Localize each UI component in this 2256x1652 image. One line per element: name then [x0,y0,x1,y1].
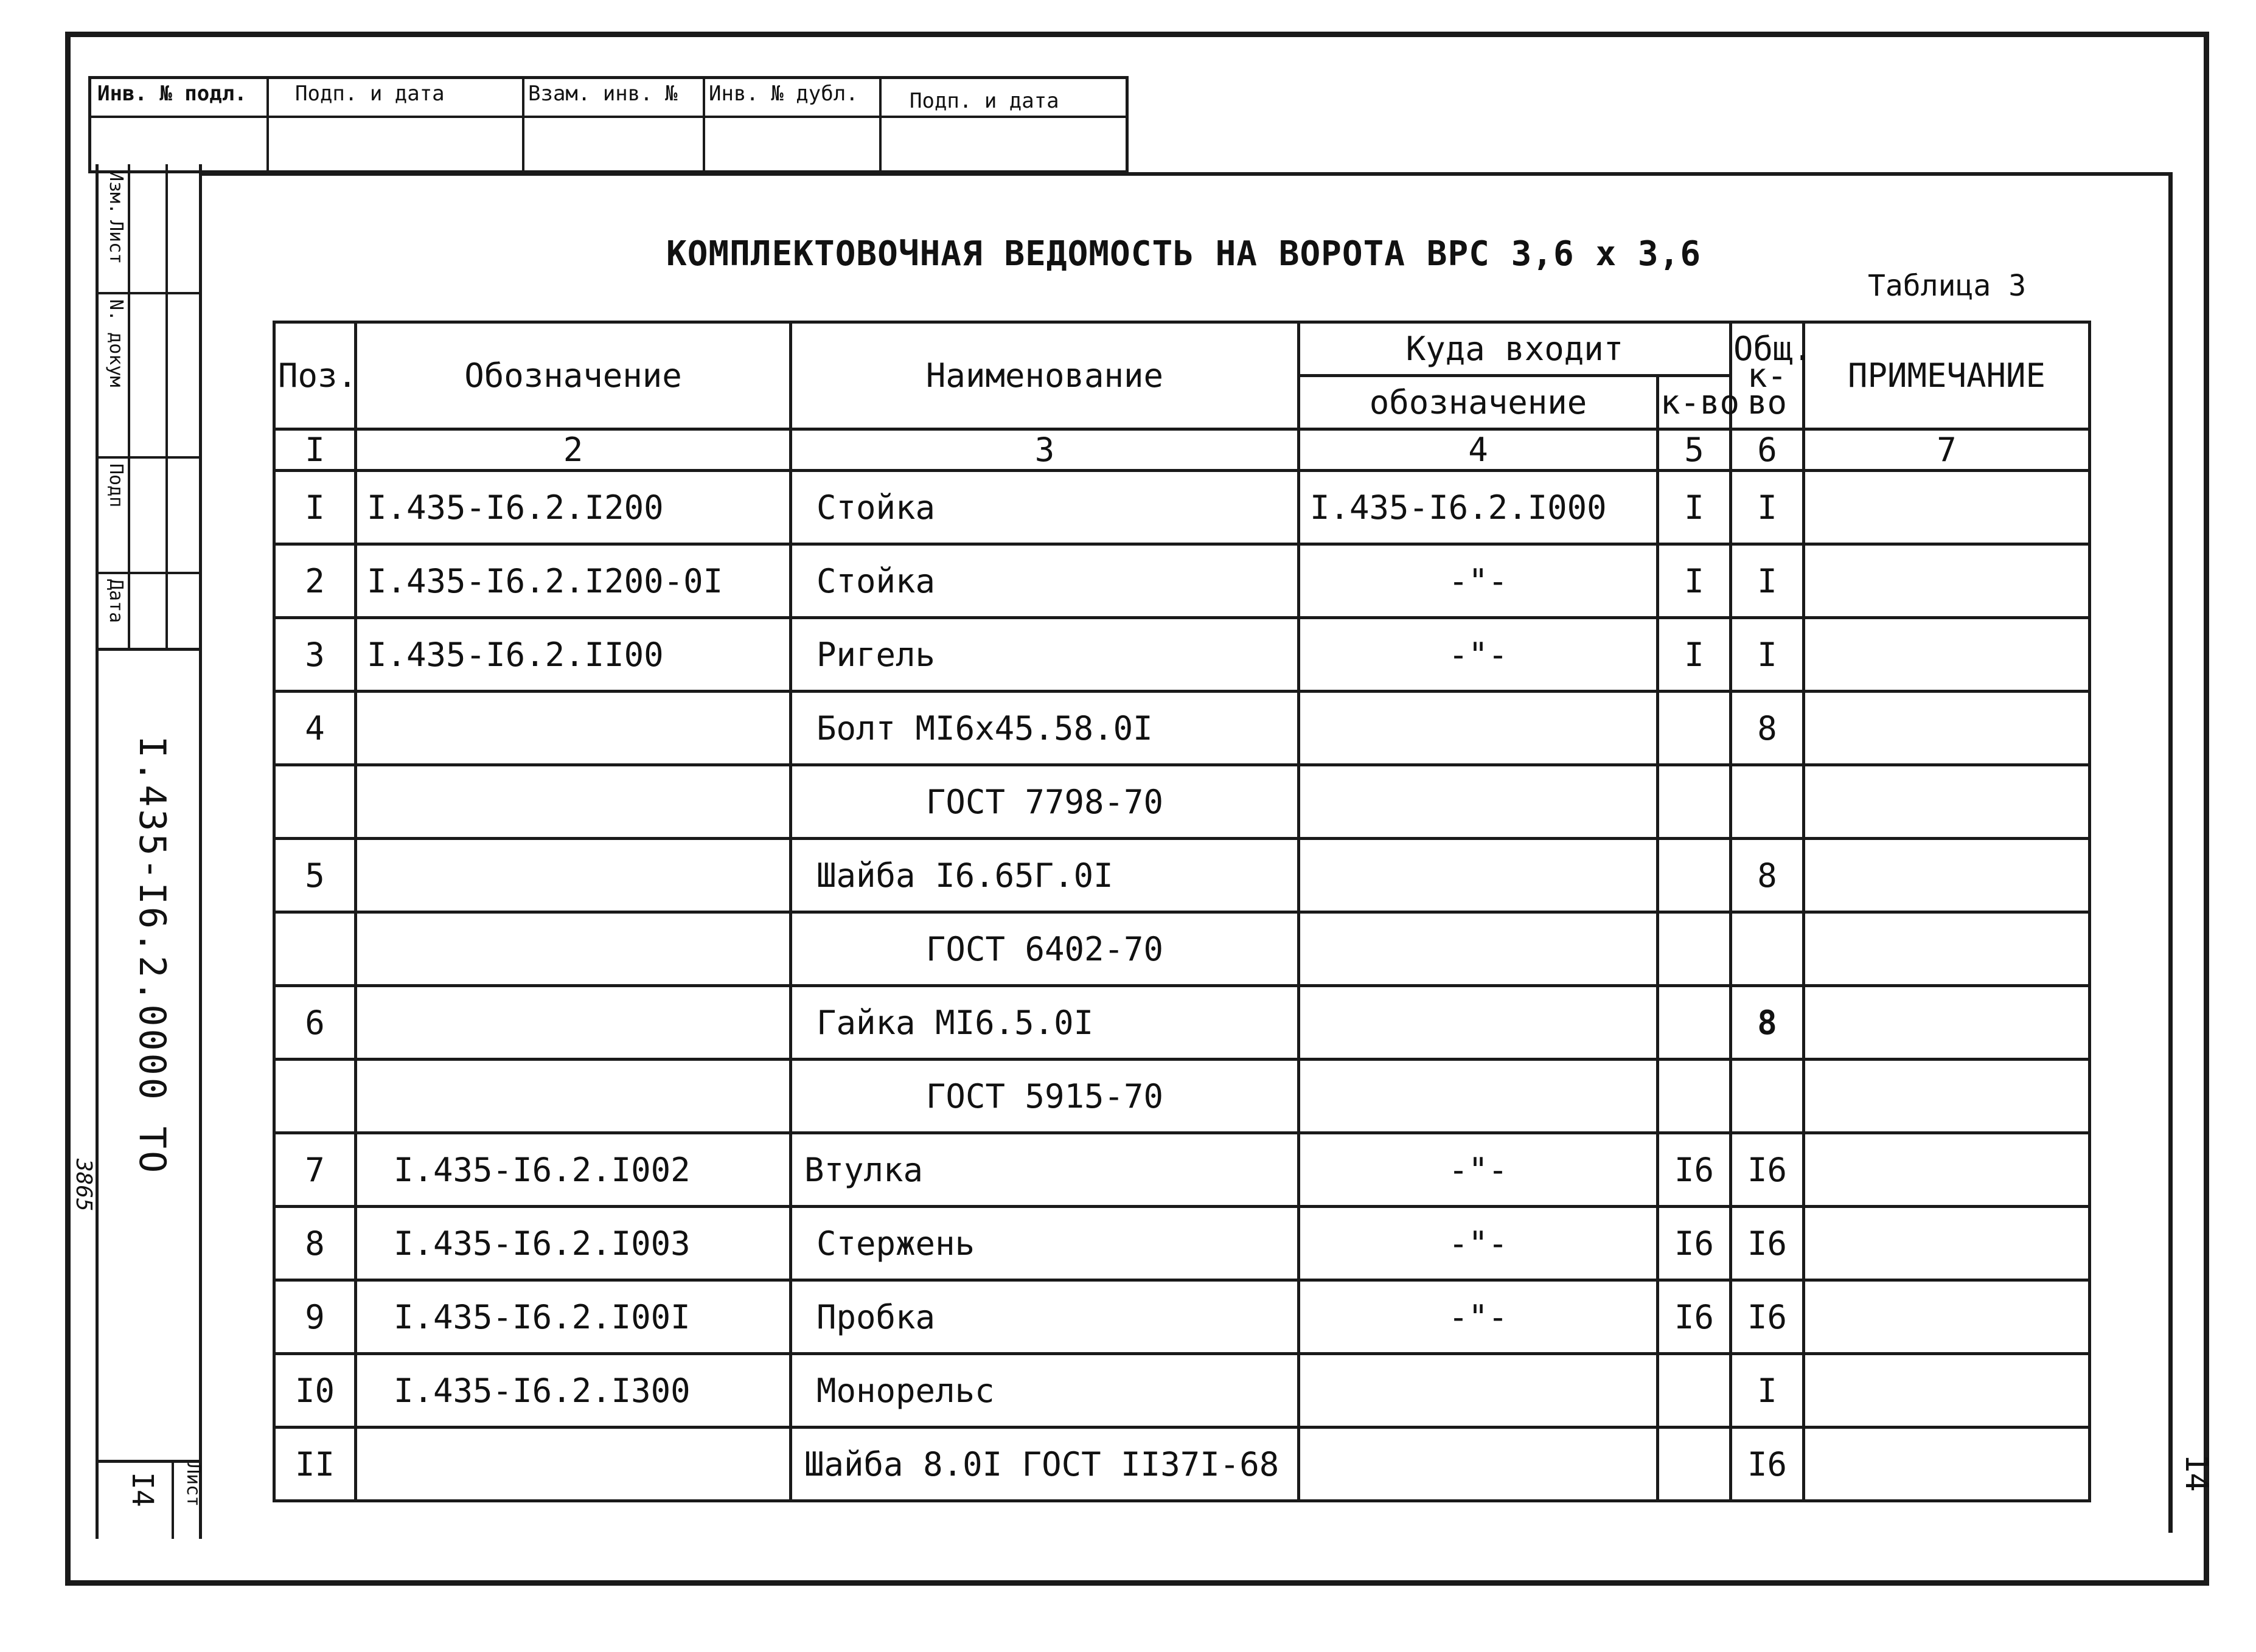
cell-designation: I.435-I6.2.I200 [356,471,791,544]
header-note: ПРИМЕЧАНИЕ [1804,322,2090,429]
strip-list: Лист [105,220,127,265]
table-row [274,618,2090,692]
table-number: Таблица 3 [1868,269,2027,303]
cell-qty [1658,1060,1731,1133]
stamp-podp-data-1: Подп. и дата [295,82,445,106]
spec-table [273,321,2091,1502]
cell-pos: I [274,471,356,544]
cell-pos: 2 [274,544,356,618]
table-row [274,765,2090,839]
cell-total: I [1731,618,1804,692]
table-row [274,1354,2090,1428]
table-row [274,544,2090,618]
cell-pos [274,912,356,986]
cell-note [1804,544,2090,618]
table-row [274,1207,2090,1280]
cell-designation [356,1060,791,1133]
header-where-designation: обозначение [1299,376,1658,429]
cell-name: Болт МI6х45.58.0I [791,692,1299,765]
col-number: 6 [1731,429,1804,471]
cell-name: ГОСТ 7798-70 [791,765,1299,839]
cell-designation: I.435-I6.2.I300 [356,1354,791,1428]
col-number: 4 [1299,429,1658,471]
cell-where: -"- [1299,1133,1658,1207]
cell-note [1804,471,2090,544]
header-where-used: Куда входит [1299,322,1731,376]
cell-total: 8 [1731,839,1804,912]
cell-note [1804,618,2090,692]
table-row [274,839,2090,912]
cell-pos: 8 [274,1207,356,1280]
cell-qty: I6 [1658,1280,1731,1354]
cell-qty: I [1658,618,1731,692]
cell-pos: 5 [274,839,356,912]
header-name: Наименование [791,322,1299,429]
cell-total: 8 [1731,692,1804,765]
cell-where: -"- [1299,1207,1658,1280]
col-number: 7 [1804,429,2090,471]
cell-designation: I.435-I6.2.I002 [356,1133,791,1207]
cell-note [1804,1428,2090,1501]
cell-name: Стойка [791,544,1299,618]
header-pos: Поз. [274,322,356,429]
cell-name: Монорельс [791,1354,1299,1428]
cell-pos: 3 [274,618,356,692]
cell-name: Пробка [791,1280,1299,1354]
col-number: 2 [356,429,791,471]
cell-qty [1658,839,1731,912]
cell-qty: I [1658,471,1731,544]
archive-stamp [88,76,1129,173]
table-row [274,1428,2090,1501]
cell-total: I6 [1731,1428,1804,1501]
cell-pos: 4 [274,692,356,765]
cell-qty [1658,1354,1731,1428]
cell-designation [356,839,791,912]
cell-note [1804,839,2090,912]
table-row [274,1280,2090,1354]
cell-pos: 6 [274,986,356,1060]
cell-note [1804,986,2090,1060]
table-row [274,986,2090,1060]
sheet-number: I4 [125,1472,159,1507]
cell-qty [1658,765,1731,839]
strip-data: Дата [105,579,127,623]
cell-total [1731,1060,1804,1133]
cell-total: I [1731,544,1804,618]
stamp-podp-data-2: Подп. и дата [910,89,1059,113]
page-number: 14 [2178,1454,2215,1492]
cell-qty [1658,692,1731,765]
cell-note [1804,1133,2090,1207]
column-numbers-row [274,429,2090,471]
stamp-vzam-inv: Взам. инв. № [528,82,678,106]
handwritten-note: 3865 [71,1159,96,1212]
table-row [274,1060,2090,1133]
stamp-inv-dubl: Инв. № дубл. [709,82,858,106]
cell-name: ГОСТ 6402-70 [791,912,1299,986]
table-header-row [274,322,2090,376]
cell-designation [356,692,791,765]
cell-total: I [1731,1354,1804,1428]
table-row [274,692,2090,765]
cell-where: -"- [1299,1280,1658,1354]
cell-pos: II [274,1428,356,1501]
cell-name: Стержень [791,1207,1299,1280]
cell-name: Шайба 8.0I ГОСТ II37I-68 [791,1428,1299,1501]
cell-pos [274,765,356,839]
cell-where [1299,765,1658,839]
cell-qty [1658,1428,1731,1501]
cell-note [1804,1280,2090,1354]
cell-total: I [1731,471,1804,544]
cell-where: -"- [1299,618,1658,692]
cell-name: Гайка МI6.5.0I [791,986,1299,1060]
cell-designation [356,986,791,1060]
cell-note [1804,1207,2090,1280]
cell-designation [356,912,791,986]
header-designation: Обозначение [356,322,791,429]
table-row [274,1133,2090,1207]
cell-where: I.435-I6.2.I000 [1299,471,1658,544]
cell-pos: 7 [274,1133,356,1207]
cell-where [1299,1354,1658,1428]
cell-designation: I.435-I6.2.I003 [356,1207,791,1280]
cell-qty [1658,986,1731,1060]
strip-izm: Изм. [105,170,127,215]
cell-designation: I.435-I6.2.I00I [356,1280,791,1354]
cell-note [1804,1060,2090,1133]
cell-designation: I.435-I6.2.I200-0I [356,544,791,618]
cell-total: 8 [1731,986,1804,1060]
cell-note [1804,1354,2090,1428]
cell-where [1299,912,1658,986]
strip-n-dokum: N. докум [105,299,127,387]
cell-name: Шайба I6.65Г.0I [791,839,1299,912]
document-designation: I.435-I6.2.0000 ТО [131,736,173,1176]
cell-where [1299,839,1658,912]
cell-pos: 9 [274,1280,356,1354]
cell-total [1731,765,1804,839]
cell-total: I6 [1731,1133,1804,1207]
cell-name: Втулка [791,1133,1299,1207]
cell-where [1299,1060,1658,1133]
cell-where [1299,692,1658,765]
cell-qty: I [1658,544,1731,618]
table-row [274,912,2090,986]
cell-designation [356,1428,791,1501]
cell-total: I6 [1731,1207,1804,1280]
cell-pos [274,1060,356,1133]
cell-total: I6 [1731,1280,1804,1354]
table-row [274,471,2090,544]
cell-where [1299,986,1658,1060]
cell-qty [1658,912,1731,986]
cell-where: -"- [1299,544,1658,618]
cell-qty: I6 [1658,1207,1731,1280]
cell-designation: I.435-I6.2.II00 [356,618,791,692]
cell-pos: I0 [274,1354,356,1428]
col-number: 5 [1658,429,1731,471]
cell-note [1804,765,2090,839]
strip-podp: Подп [105,463,127,508]
col-number: I [274,429,356,471]
cell-note [1804,912,2090,986]
header-total-qty: Общ. к-во [1731,322,1804,429]
cell-name: Стойка [791,471,1299,544]
cell-where [1299,1428,1658,1501]
header-where-qty: к-во [1658,376,1731,429]
cell-name: ГОСТ 5915-70 [791,1060,1299,1133]
cell-note [1804,692,2090,765]
cell-qty: I6 [1658,1133,1731,1207]
cell-name: Ригель [791,618,1299,692]
page-title: КОМПЛЕКТОВОЧНАЯ ВЕДОМОСТЬ НА ВОРОТА ВРС 3,6 х 3,6 [666,234,1702,274]
sheet-label: Лист [183,1463,204,1507]
col-number: 3 [791,429,1299,471]
cell-designation [356,765,791,839]
stamp-inv-podl: Инв. № подл. [97,82,247,106]
cell-total [1731,912,1804,986]
